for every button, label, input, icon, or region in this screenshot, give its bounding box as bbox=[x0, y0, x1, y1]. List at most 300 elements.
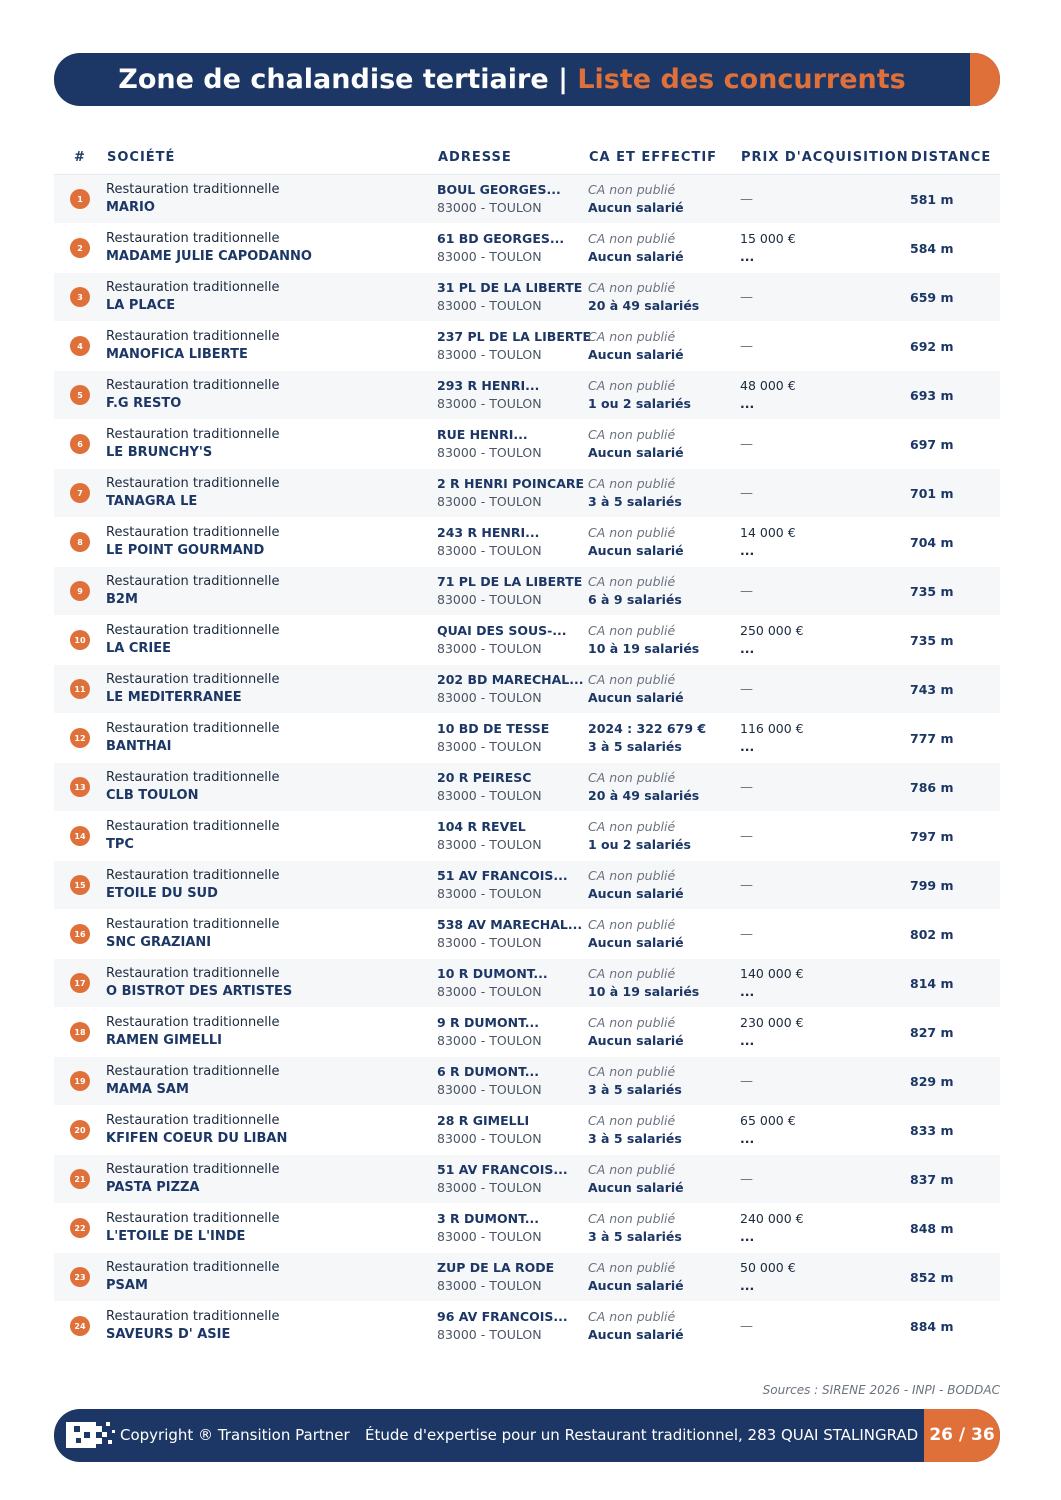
societe-cell bbox=[106, 1008, 437, 1056]
distance-cell bbox=[910, 175, 1000, 223]
revenue: CA non publié bbox=[588, 623, 676, 638]
activity-label: Restauration traditionnelle bbox=[106, 1309, 280, 1324]
headcount: 3 à 5 salariés bbox=[588, 1131, 682, 1146]
distance-cell bbox=[910, 714, 1000, 762]
prix-cell bbox=[740, 420, 910, 468]
table-row bbox=[54, 910, 1000, 959]
prix-cell bbox=[740, 665, 910, 713]
row-number-badge: 21 bbox=[70, 1169, 90, 1189]
street-address: 51 AV FRANCOIS... bbox=[437, 868, 568, 883]
distance-cell bbox=[910, 1008, 1000, 1056]
acquisition-price: — bbox=[740, 289, 753, 305]
ca-cell bbox=[588, 175, 740, 223]
company-name: O BISTROT DES ARTISTES bbox=[106, 984, 293, 999]
address-cell bbox=[437, 812, 588, 860]
headcount: 3 à 5 salariés bbox=[588, 1082, 682, 1097]
acquisition-price: — bbox=[740, 779, 753, 795]
headcount: 10 à 19 salariés bbox=[588, 641, 700, 656]
row-number-badge: 20 bbox=[70, 1120, 90, 1140]
distance-value: 829 m bbox=[910, 1073, 954, 1089]
street-address: 20 R PEIRESC bbox=[437, 770, 532, 785]
headcount: Aucun salarié bbox=[588, 935, 684, 950]
row-number-cell bbox=[54, 518, 106, 566]
ca-cell bbox=[588, 1155, 740, 1203]
headcount: Aucun salarié bbox=[588, 1327, 684, 1342]
distance-value: 848 m bbox=[910, 1220, 954, 1236]
distance-value: 701 m bbox=[910, 485, 954, 501]
table-row bbox=[54, 1106, 1000, 1155]
prix-cell bbox=[740, 959, 910, 1007]
row-number-cell bbox=[54, 910, 106, 958]
activity-label: Restauration traditionnelle bbox=[106, 770, 280, 785]
city: 83000 - TOULON bbox=[437, 739, 542, 754]
distance-cell bbox=[910, 1302, 1000, 1350]
address-cell bbox=[437, 714, 588, 762]
ca-cell bbox=[588, 665, 740, 713]
company-name: MANOFICA LIBERTE bbox=[106, 347, 248, 362]
row-number-badge: 4 bbox=[70, 336, 90, 356]
activity-label: Restauration traditionnelle bbox=[106, 574, 280, 589]
prix-cell bbox=[740, 763, 910, 811]
city: 83000 - TOULON bbox=[437, 1082, 542, 1097]
revenue: CA non publié bbox=[588, 966, 676, 981]
street-address: 104 R REVEL bbox=[437, 819, 526, 834]
ca-cell bbox=[588, 1204, 740, 1252]
competitors-table bbox=[54, 140, 1000, 1351]
revenue: CA non publié bbox=[588, 917, 676, 932]
ca-cell bbox=[588, 714, 740, 762]
revenue: CA non publié bbox=[588, 427, 676, 442]
ca-cell bbox=[588, 322, 740, 370]
row-number-badge: 12 bbox=[70, 728, 90, 748]
distance-value: 693 m bbox=[910, 387, 954, 403]
prix-cell bbox=[740, 910, 910, 958]
societe-cell bbox=[106, 959, 437, 1007]
row-number-badge: 13 bbox=[70, 777, 90, 797]
headcount: 20 à 49 salariés bbox=[588, 788, 700, 803]
title-main: Zone de chalandise tertiaire bbox=[118, 64, 549, 95]
prix-cell bbox=[740, 567, 910, 615]
table-row bbox=[54, 322, 1000, 371]
activity-label: Restauration traditionnelle bbox=[106, 1064, 280, 1079]
col-header-distance: DISTANCE bbox=[911, 149, 992, 165]
ca-cell bbox=[588, 518, 740, 566]
headcount: 1 ou 2 salariés bbox=[588, 396, 691, 411]
societe-cell bbox=[106, 469, 437, 517]
activity-label: Restauration traditionnelle bbox=[106, 917, 280, 932]
address-cell bbox=[437, 1008, 588, 1056]
activity-label: Restauration traditionnelle bbox=[106, 182, 280, 197]
city: 83000 - TOULON bbox=[437, 592, 542, 607]
distance-value: 837 m bbox=[910, 1171, 954, 1187]
city: 83000 - TOULON bbox=[437, 1327, 542, 1342]
distance-cell bbox=[910, 616, 1000, 664]
footer-study-title: Étude d'expertise pour un Restaurant traditionnel, 283 QUAI STALINGRAD bbox=[365, 1426, 919, 1444]
revenue: CA non publié bbox=[588, 1260, 676, 1275]
acquisition-price: 250 000 € bbox=[740, 623, 804, 638]
acquisition-price: — bbox=[740, 828, 753, 844]
company-name: RAMEN GIMELLI bbox=[106, 1033, 223, 1048]
title-separator: | bbox=[558, 64, 568, 95]
address-cell bbox=[437, 959, 588, 1007]
societe-cell bbox=[106, 1057, 437, 1105]
company-name: LE MEDITERRANEE bbox=[106, 690, 242, 705]
table-row bbox=[54, 567, 1000, 616]
activity-label: Restauration traditionnelle bbox=[106, 1113, 280, 1128]
table-header bbox=[54, 140, 1000, 175]
revenue: CA non publié bbox=[588, 1211, 676, 1226]
distance-value: 735 m bbox=[910, 632, 954, 648]
city: 83000 - TOULON bbox=[437, 494, 542, 509]
ca-cell bbox=[588, 812, 740, 860]
activity-label: Restauration traditionnelle bbox=[106, 280, 280, 295]
table-row bbox=[54, 959, 1000, 1008]
activity-label: Restauration traditionnelle bbox=[106, 378, 280, 393]
activity-label: Restauration traditionnelle bbox=[106, 1211, 280, 1226]
street-address: 28 R GIMELLI bbox=[437, 1113, 530, 1128]
acquisition-price: — bbox=[740, 191, 753, 207]
row-number-badge: 23 bbox=[70, 1267, 90, 1287]
revenue: CA non publié bbox=[588, 1309, 676, 1324]
societe-cell bbox=[106, 763, 437, 811]
headcount: Aucun salarié bbox=[588, 249, 684, 264]
activity-label: Restauration traditionnelle bbox=[106, 623, 280, 638]
row-number-badge: 10 bbox=[70, 630, 90, 650]
row-number-cell bbox=[54, 1057, 106, 1105]
distance-cell bbox=[910, 322, 1000, 370]
street-address: 202 BD MARECHAL... bbox=[437, 672, 584, 687]
prix-cell bbox=[740, 224, 910, 272]
acquisition-price-detail: ... bbox=[740, 1033, 755, 1048]
acquisition-price: 48 000 € bbox=[740, 378, 796, 393]
table-row bbox=[54, 1057, 1000, 1106]
row-number-cell bbox=[54, 861, 106, 909]
headcount: Aucun salarié bbox=[588, 543, 684, 558]
revenue: CA non publié bbox=[588, 868, 676, 883]
ca-cell bbox=[588, 469, 740, 517]
row-number-cell bbox=[54, 469, 106, 517]
col-header-ca: CA ET EFFECTIF bbox=[589, 149, 718, 165]
city: 83000 - TOULON bbox=[437, 347, 542, 362]
address-cell bbox=[437, 1106, 588, 1154]
row-number-badge: 16 bbox=[70, 924, 90, 944]
table-row bbox=[54, 420, 1000, 469]
city: 83000 - TOULON bbox=[437, 984, 542, 999]
row-number-badge: 8 bbox=[70, 532, 90, 552]
street-address: 10 BD DE TESSE bbox=[437, 721, 550, 736]
revenue: CA non publié bbox=[588, 770, 676, 785]
row-number-badge: 24 bbox=[70, 1316, 90, 1336]
row-number-cell bbox=[54, 1302, 106, 1350]
acquisition-price-detail: ... bbox=[740, 543, 755, 558]
acquisition-price: — bbox=[740, 681, 753, 697]
street-address: 293 R HENRI... bbox=[437, 378, 540, 393]
societe-cell bbox=[106, 371, 437, 419]
address-cell bbox=[437, 763, 588, 811]
page-footer bbox=[54, 1409, 1000, 1462]
acquisition-price: 230 000 € bbox=[740, 1015, 804, 1030]
row-number-cell bbox=[54, 1008, 106, 1056]
distance-cell bbox=[910, 273, 1000, 321]
headcount: 3 à 5 salariés bbox=[588, 1229, 682, 1244]
acquisition-price: 50 000 € bbox=[740, 1260, 796, 1275]
prix-cell bbox=[740, 812, 910, 860]
table-row bbox=[54, 518, 1000, 567]
row-number-cell bbox=[54, 665, 106, 713]
acquisition-price-detail: ... bbox=[740, 249, 755, 264]
table-row bbox=[54, 1253, 1000, 1302]
row-number-cell bbox=[54, 763, 106, 811]
headcount: Aucun salarié bbox=[588, 1278, 684, 1293]
acquisition-price: 14 000 € bbox=[740, 525, 796, 540]
company-name: MARIO bbox=[106, 200, 155, 215]
ca-cell bbox=[588, 1253, 740, 1301]
distance-cell bbox=[910, 1057, 1000, 1105]
company-name: B2M bbox=[106, 592, 138, 607]
row-number-badge: 15 bbox=[70, 875, 90, 895]
distance-cell bbox=[910, 763, 1000, 811]
row-number-badge: 17 bbox=[70, 973, 90, 993]
revenue: CA non publié bbox=[588, 525, 676, 540]
col-header-prix: PRIX D'ACQUISITION bbox=[741, 149, 909, 165]
street-address: 61 BD GEORGES... bbox=[437, 231, 565, 246]
headcount: 1 ou 2 salariés bbox=[588, 837, 691, 852]
societe-cell bbox=[106, 861, 437, 909]
address-cell bbox=[437, 175, 588, 223]
distance-value: 735 m bbox=[910, 583, 954, 599]
ca-cell bbox=[588, 1057, 740, 1105]
street-address: ZUP DE LA RODE bbox=[437, 1260, 555, 1275]
ca-cell bbox=[588, 567, 740, 615]
headcount: 20 à 49 salariés bbox=[588, 298, 700, 313]
societe-cell bbox=[106, 1302, 437, 1350]
activity-label: Restauration traditionnelle bbox=[106, 231, 280, 246]
city: 83000 - TOULON bbox=[437, 1131, 542, 1146]
street-address: 2 R HENRI POINCARE bbox=[437, 476, 585, 491]
societe-cell bbox=[106, 224, 437, 272]
table-row bbox=[54, 812, 1000, 861]
acquisition-price: — bbox=[740, 436, 753, 452]
street-address: RUE HENRI... bbox=[437, 427, 528, 442]
company-name: PSAM bbox=[106, 1278, 148, 1293]
street-address: 538 AV MARECHAL... bbox=[437, 917, 583, 932]
distance-value: 884 m bbox=[910, 1318, 954, 1334]
distance-cell bbox=[910, 959, 1000, 1007]
headcount: 10 à 19 salariés bbox=[588, 984, 700, 999]
revenue: CA non publié bbox=[588, 231, 676, 246]
acquisition-price: — bbox=[740, 877, 753, 893]
headcount: Aucun salarié bbox=[588, 200, 684, 215]
row-number-cell bbox=[54, 1106, 106, 1154]
ca-cell bbox=[588, 763, 740, 811]
address-cell bbox=[437, 1253, 588, 1301]
table-row bbox=[54, 371, 1000, 420]
acquisition-price-detail: ... bbox=[740, 1278, 755, 1293]
address-cell bbox=[437, 1057, 588, 1105]
address-cell bbox=[437, 861, 588, 909]
acquisition-price-detail: ... bbox=[740, 396, 755, 411]
address-cell bbox=[437, 1204, 588, 1252]
acquisition-price: — bbox=[740, 338, 753, 354]
distance-value: 802 m bbox=[910, 926, 954, 942]
company-name: TANAGRA LE bbox=[106, 494, 198, 509]
distance-value: 659 m bbox=[910, 289, 954, 305]
societe-cell bbox=[106, 616, 437, 664]
row-number-cell bbox=[54, 1204, 106, 1252]
revenue: CA non publié bbox=[588, 672, 676, 687]
city: 83000 - TOULON bbox=[437, 200, 542, 215]
distance-cell bbox=[910, 469, 1000, 517]
acquisition-price: 116 000 € bbox=[740, 721, 804, 736]
ca-cell bbox=[588, 910, 740, 958]
city: 83000 - TOULON bbox=[437, 886, 542, 901]
street-address: 237 PL DE LA LIBERTE bbox=[437, 329, 591, 344]
row-number-cell bbox=[54, 175, 106, 223]
distance-cell bbox=[910, 665, 1000, 713]
company-name: CLB TOULON bbox=[106, 788, 199, 803]
company-name: LE BRUNCHY'S bbox=[106, 445, 213, 460]
ca-cell bbox=[588, 616, 740, 664]
prix-cell bbox=[740, 714, 910, 762]
distance-value: 692 m bbox=[910, 338, 954, 354]
ca-cell bbox=[588, 1106, 740, 1154]
activity-label: Restauration traditionnelle bbox=[106, 1162, 280, 1177]
distance-cell bbox=[910, 1204, 1000, 1252]
company-name: SAVEURS D' ASIE bbox=[106, 1327, 231, 1342]
societe-cell bbox=[106, 567, 437, 615]
distance-value: 852 m bbox=[910, 1269, 954, 1285]
company-name: BANTHAI bbox=[106, 739, 172, 754]
acquisition-price: — bbox=[740, 1073, 753, 1089]
company-name: LA PLACE bbox=[106, 298, 176, 313]
headcount: 3 à 5 salariés bbox=[588, 739, 682, 754]
distance-cell bbox=[910, 567, 1000, 615]
distance-cell bbox=[910, 1155, 1000, 1203]
activity-label: Restauration traditionnelle bbox=[106, 476, 280, 491]
city: 83000 - TOULON bbox=[437, 1278, 542, 1293]
activity-label: Restauration traditionnelle bbox=[106, 721, 280, 736]
activity-label: Restauration traditionnelle bbox=[106, 329, 280, 344]
societe-cell bbox=[106, 714, 437, 762]
address-cell bbox=[437, 469, 588, 517]
distance-cell bbox=[910, 910, 1000, 958]
revenue: CA non publié bbox=[588, 378, 676, 393]
row-number-cell bbox=[54, 812, 106, 860]
street-address: QUAI DES SOUS-... bbox=[437, 623, 567, 638]
headcount: Aucun salarié bbox=[588, 1033, 684, 1048]
row-number-badge: 18 bbox=[70, 1022, 90, 1042]
city: 83000 - TOULON bbox=[437, 298, 542, 313]
table-body bbox=[54, 175, 1000, 1351]
revenue: CA non publié bbox=[588, 1064, 676, 1079]
societe-cell bbox=[106, 175, 437, 223]
distance-value: 833 m bbox=[910, 1122, 954, 1138]
ca-cell bbox=[588, 861, 740, 909]
row-number-badge: 3 bbox=[70, 287, 90, 307]
ca-cell bbox=[588, 224, 740, 272]
table-row bbox=[54, 763, 1000, 812]
city: 83000 - TOULON bbox=[437, 837, 542, 852]
row-number-cell bbox=[54, 959, 106, 1007]
row-number-badge: 19 bbox=[70, 1071, 90, 1091]
company-name: F.G RESTO bbox=[106, 396, 182, 411]
table-row bbox=[54, 1008, 1000, 1057]
row-number-cell bbox=[54, 714, 106, 762]
acquisition-price: — bbox=[740, 485, 753, 501]
activity-label: Restauration traditionnelle bbox=[106, 427, 280, 442]
address-cell bbox=[437, 322, 591, 370]
distance-cell bbox=[910, 371, 1000, 419]
street-address: 243 R HENRI... bbox=[437, 525, 540, 540]
address-cell bbox=[437, 1155, 588, 1203]
row-number-badge: 22 bbox=[70, 1218, 90, 1238]
distance-cell bbox=[910, 1253, 1000, 1301]
prix-cell bbox=[740, 1253, 910, 1301]
city: 83000 - TOULON bbox=[437, 690, 542, 705]
address-cell bbox=[437, 224, 588, 272]
table-row bbox=[54, 175, 1000, 224]
activity-label: Restauration traditionnelle bbox=[106, 966, 280, 981]
street-address: 31 PL DE LA LIBERTE bbox=[437, 280, 583, 295]
revenue: CA non publié bbox=[588, 574, 676, 589]
headcount: Aucun salarié bbox=[588, 886, 684, 901]
street-address: 51 AV FRANCOIS... bbox=[437, 1162, 568, 1177]
table-row bbox=[54, 714, 1000, 763]
row-number-cell bbox=[54, 616, 106, 664]
prix-cell bbox=[740, 518, 910, 566]
row-number-cell bbox=[54, 420, 106, 468]
ca-cell bbox=[588, 1008, 740, 1056]
company-name: LE POINT GOURMAND bbox=[106, 543, 265, 558]
city: 83000 - TOULON bbox=[437, 935, 542, 950]
row-number-badge: 6 bbox=[70, 434, 90, 454]
company-name: ETOILE DU SUD bbox=[106, 886, 218, 901]
street-address: 96 AV FRANCOIS... bbox=[437, 1309, 568, 1324]
row-number-cell bbox=[54, 371, 106, 419]
societe-cell bbox=[106, 273, 437, 321]
city: 83000 - TOULON bbox=[437, 249, 542, 264]
city: 83000 - TOULON bbox=[437, 1180, 542, 1195]
distance-value: 581 m bbox=[910, 191, 954, 207]
prix-cell bbox=[740, 322, 910, 370]
row-number-cell bbox=[54, 567, 106, 615]
ca-cell bbox=[588, 371, 740, 419]
page-header bbox=[54, 53, 1000, 106]
row-number-badge: 1 bbox=[70, 189, 90, 209]
company-name: PASTA PIZZA bbox=[106, 1180, 200, 1195]
acquisition-price-detail: ... bbox=[740, 641, 755, 656]
distance-value: 827 m bbox=[910, 1024, 954, 1040]
distance-value: 786 m bbox=[910, 779, 954, 795]
address-cell bbox=[437, 665, 588, 713]
societe-cell bbox=[106, 1204, 437, 1252]
revenue: CA non publié bbox=[588, 280, 676, 295]
city: 83000 - TOULON bbox=[437, 396, 542, 411]
revenue: CA non publié bbox=[588, 476, 676, 491]
acquisition-price-detail: ... bbox=[740, 1131, 755, 1146]
city: 83000 - TOULON bbox=[437, 445, 542, 460]
revenue: CA non publié bbox=[588, 1162, 676, 1177]
societe-cell bbox=[106, 1253, 437, 1301]
revenue: 2024 : 322 679 € bbox=[588, 721, 707, 736]
distance-value: 704 m bbox=[910, 534, 954, 550]
headcount: 3 à 5 salariés bbox=[588, 494, 682, 509]
city: 83000 - TOULON bbox=[437, 1033, 542, 1048]
table-row bbox=[54, 1302, 1000, 1351]
distance-cell bbox=[910, 518, 1000, 566]
distance-cell bbox=[910, 861, 1000, 909]
page-number: 26 / 36 bbox=[924, 1409, 1000, 1462]
